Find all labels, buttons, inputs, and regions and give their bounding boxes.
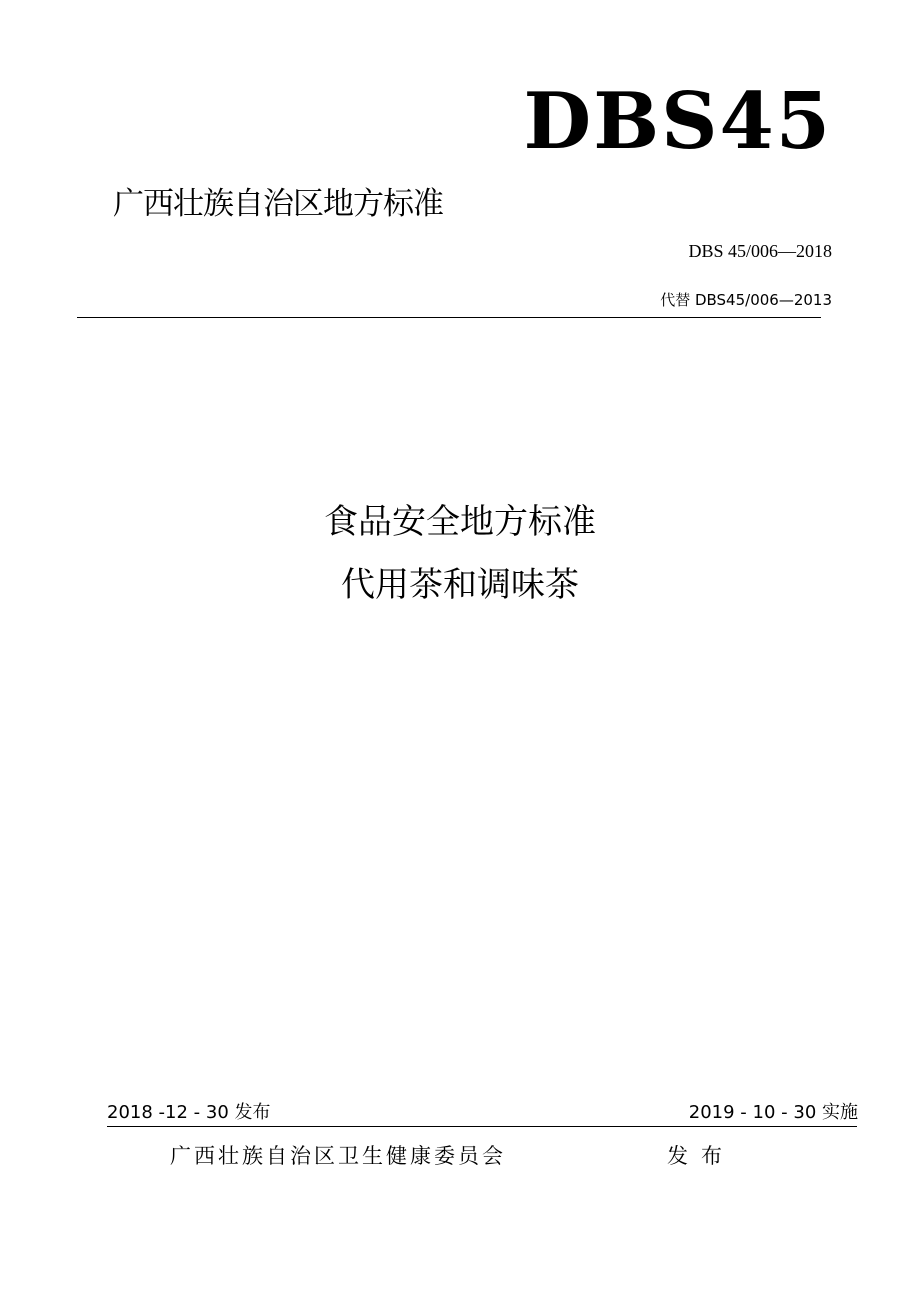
implementation-date: 2019 - 10 - 30 实施 [688, 1102, 858, 1123]
issuing-authority: 广西壮族自治区卫生健康委员会 [170, 1144, 506, 1168]
bottom-divider [107, 1126, 857, 1127]
dbs-logo: DBS45 [523, 76, 832, 167]
top-divider [77, 317, 821, 318]
issue-verb: 发布 [667, 1144, 735, 1168]
replaces-note: 代替 DBS45/006—2013 [660, 291, 832, 309]
standard-code: DBS 45/006—2018 [688, 241, 832, 261]
document-title-line-2: 代用茶和调味茶 [341, 565, 579, 605]
region-standard-heading: 广西壮族自治区地方标准 [113, 186, 443, 222]
document-title-line-1: 食品安全地方标准 [324, 502, 596, 542]
issue-date: 2018 -12 - 30 发布 [107, 1102, 271, 1123]
